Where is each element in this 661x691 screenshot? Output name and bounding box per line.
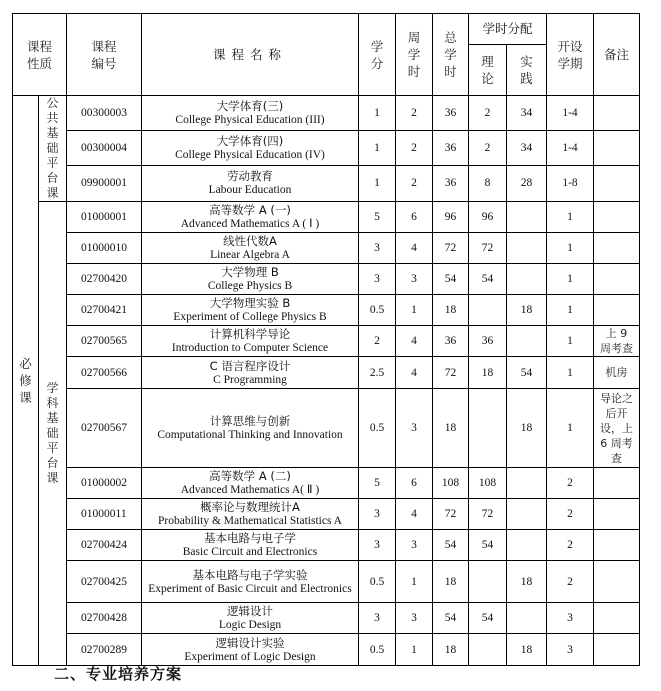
course-credits: 2.5 (359, 357, 396, 389)
course-weekly-hours: 2 (396, 165, 433, 201)
course-name (142, 634, 359, 666)
course-theory-hours: 36 (469, 326, 507, 357)
course-semester: 1 (547, 233, 594, 264)
course-code: 09900001 (67, 165, 142, 201)
course-total-hours: 36 (433, 165, 469, 201)
table-row (13, 530, 640, 561)
course-code: 01000002 (67, 468, 142, 499)
course-remarks (594, 499, 640, 530)
course-name-zh: 高等数学 A (一) (209, 203, 291, 217)
course-name-en: College Physics B (207, 280, 293, 292)
course-practice-hours: 18 (507, 295, 547, 326)
course-semester: 1-4 (547, 96, 594, 131)
course-theory-hours (469, 389, 507, 468)
course-credits: 1 (359, 165, 396, 201)
course-semester: 3 (547, 603, 594, 634)
course-practice-hours (507, 233, 547, 264)
course-remarks (594, 326, 640, 357)
course-code: 02700567 (67, 389, 142, 468)
course-group (39, 202, 67, 666)
course-name-en: College Physical Education (IV) (175, 148, 325, 161)
course-practice-hours (507, 530, 547, 561)
course-theory-hours: 54 (469, 264, 507, 295)
course-name-en: Computational Thinking and Innovation (157, 429, 343, 441)
course-theory-hours: 54 (469, 603, 507, 634)
course-practice-hours (507, 468, 547, 499)
course-weekly-hours: 6 (396, 202, 433, 233)
course-remarks (594, 130, 640, 165)
course-semester: 1 (547, 357, 594, 389)
course-code: 02700565 (67, 326, 142, 357)
course-theory-hours: 8 (469, 165, 507, 201)
course-name-en: Experiment of Logic Design (184, 650, 316, 663)
course-credits: 0.5 (359, 295, 396, 326)
course-weekly-hours: 2 (396, 96, 433, 131)
course-code: 02700421 (67, 295, 142, 326)
course-name-en: Introduction to Computer Science (171, 342, 329, 354)
header-practice: 实践 (507, 45, 547, 96)
course-name (142, 468, 359, 499)
course-theory-hours (469, 634, 507, 666)
course-theory-hours: 72 (469, 233, 507, 264)
course-credits: 3 (359, 233, 396, 264)
course-theory-hours: 18 (469, 357, 507, 389)
course-name-zh: 高等数学 A (二) (209, 469, 291, 483)
course-total-hours: 72 (433, 499, 469, 530)
course-name-en: C Programming (213, 373, 287, 386)
course-code: 00300003 (67, 96, 142, 131)
header-semester: 开设学期 (547, 14, 594, 96)
course-weekly-hours: 4 (396, 499, 433, 530)
course-remarks (594, 295, 640, 326)
course-name (142, 326, 359, 357)
header-name: 课程名称 (142, 14, 359, 96)
course-name-zh: 劳动教育 (227, 169, 273, 184)
course-remarks (594, 468, 640, 499)
course-name-zh: 概率论与数理统计A (200, 500, 300, 514)
course-remarks (594, 530, 640, 561)
course-weekly-hours: 3 (396, 264, 433, 295)
course-name (142, 202, 359, 233)
course-credits: 0.5 (359, 634, 396, 666)
course-name-zh: 大学体育(四) (216, 133, 284, 148)
course-semester: 1-4 (547, 130, 594, 165)
course-practice-hours: 18 (507, 634, 547, 666)
course-weekly-hours: 6 (396, 468, 433, 499)
course-remarks (594, 165, 640, 201)
course-practice-hours: 18 (507, 389, 547, 468)
course-name (142, 264, 359, 295)
course-total-hours: 18 (433, 295, 469, 326)
table-row (13, 130, 640, 165)
course-total-hours: 54 (433, 603, 469, 634)
course-name-en: Experiment of Basic Circuit and Electronics (148, 582, 352, 595)
course-semester: 1 (547, 295, 594, 326)
course-category (13, 96, 39, 666)
course-semester: 2 (547, 530, 594, 561)
course-name-zh: 大学物理实验 B (209, 296, 291, 310)
course-weekly-hours: 2 (396, 130, 433, 165)
course-total-hours: 36 (433, 326, 469, 357)
course-total-hours: 18 (433, 561, 469, 603)
course-name (142, 561, 359, 603)
course-name (142, 389, 359, 468)
course-name-en: Advanced Mathematics A( Ⅱ ) (180, 484, 320, 496)
course-semester: 2 (547, 468, 594, 499)
course-theory-hours: 2 (469, 130, 507, 165)
course-group-label: 学科基础平台课 (46, 381, 59, 485)
course-semester: 1-8 (547, 165, 594, 201)
course-weekly-hours: 3 (396, 389, 433, 468)
header-weekly-hours: 周学时 (396, 14, 433, 96)
course-practice-hours (507, 603, 547, 634)
course-weekly-hours: 4 (396, 357, 433, 389)
course-name-zh: 逻辑设计实验 (215, 635, 285, 650)
course-code: 01000010 (67, 233, 142, 264)
table-row (13, 96, 640, 131)
course-name-zh: 线性代数A (223, 234, 277, 248)
course-theory-hours: 2 (469, 96, 507, 131)
course-remarks (594, 634, 640, 666)
course-code: 00300004 (67, 130, 142, 165)
course-name-zh: 计算思维与创新 (209, 414, 291, 428)
course-semester: 3 (547, 634, 594, 666)
course-practice-hours: 18 (507, 561, 547, 603)
table-row (13, 295, 640, 326)
course-weekly-hours: 4 (396, 233, 433, 264)
table-row (13, 561, 640, 603)
course-weekly-hours: 4 (396, 326, 433, 357)
course-name-zh: 大学体育(三) (216, 98, 284, 113)
course-theory-hours: 72 (469, 499, 507, 530)
header-remarks: 备注 (594, 14, 640, 96)
course-remarks (594, 561, 640, 603)
course-credits: 1 (359, 130, 396, 165)
course-name-en: Linear Algebra A (210, 249, 290, 261)
course-total-hours: 54 (433, 264, 469, 295)
course-practice-hours: 54 (507, 357, 547, 389)
course-weekly-hours: 1 (396, 295, 433, 326)
course-weekly-hours: 3 (396, 603, 433, 634)
course-code: 02700428 (67, 603, 142, 634)
course-credits: 3 (359, 264, 396, 295)
course-total-hours: 18 (433, 634, 469, 666)
course-semester: 1 (547, 389, 594, 468)
course-theory-hours: 54 (469, 530, 507, 561)
table-row (13, 499, 640, 530)
course-name (142, 233, 359, 264)
course-weekly-hours: 3 (396, 530, 433, 561)
header-credits: 学分 (359, 14, 396, 96)
course-credits: 3 (359, 499, 396, 530)
course-practice-hours (507, 264, 547, 295)
course-theory-hours (469, 295, 507, 326)
course-name-zh: 计算机科学导论 (209, 327, 291, 341)
course-name (142, 357, 359, 389)
course-code: 02700289 (67, 634, 142, 666)
course-credits: 3 (359, 603, 396, 634)
course-practice-hours (507, 499, 547, 530)
course-practice-hours: 34 (507, 130, 547, 165)
course-remarks (594, 603, 640, 634)
header-hour-distribution: 学时分配 (469, 14, 547, 45)
table-row (13, 389, 640, 468)
course-remarks (594, 264, 640, 295)
course-total-hours: 72 (433, 357, 469, 389)
course-remarks (594, 357, 640, 389)
course-name (142, 165, 359, 201)
section-heading: 二、专业培养方案 (54, 665, 183, 683)
remarks-text: 机房 (605, 366, 628, 379)
course-remarks (594, 202, 640, 233)
course-name (142, 130, 359, 165)
course-practice-hours (507, 202, 547, 233)
table-row (13, 233, 640, 264)
course-semester: 2 (547, 499, 594, 530)
course-semester: 1 (547, 202, 594, 233)
header-code: 课程编号 (67, 14, 142, 96)
course-practice-hours (507, 326, 547, 357)
remarks-text: 上 9 周考查 (600, 327, 634, 355)
table-body (13, 96, 640, 666)
course-code: 02700425 (67, 561, 142, 603)
course-name (142, 295, 359, 326)
course-weekly-hours: 1 (396, 561, 433, 603)
course-remarks (594, 96, 640, 131)
remarks-text: 导论之后开设，上 6 周考查 (600, 391, 634, 465)
course-code: 02700566 (67, 357, 142, 389)
header-theory: 理论 (469, 45, 507, 96)
course-name-zh: 基本电路与电子学 (204, 531, 296, 545)
course-practice-hours: 28 (507, 165, 547, 201)
course-credits: 0.5 (359, 389, 396, 468)
course-code: 01000001 (67, 202, 142, 233)
course-total-hours: 36 (433, 96, 469, 131)
course-name (142, 530, 359, 561)
table-row (13, 264, 640, 295)
course-total-hours: 54 (433, 530, 469, 561)
course-credits: 2 (359, 326, 396, 357)
course-code: 02700420 (67, 264, 142, 295)
table-row (13, 357, 640, 389)
course-total-hours: 72 (433, 233, 469, 264)
course-group-label: 公共基础平台课 (46, 96, 59, 200)
course-total-hours: 18 (433, 389, 469, 468)
course-practice-hours: 34 (507, 96, 547, 131)
course-credits: 5 (359, 468, 396, 499)
table-header (13, 14, 640, 96)
course-category-label: 必修课 (19, 356, 32, 405)
course-total-hours: 108 (433, 468, 469, 499)
table-row (13, 165, 640, 201)
course-name (142, 603, 359, 634)
course-group (39, 96, 67, 202)
course-code: 01000011 (67, 499, 142, 530)
course-remarks (594, 389, 640, 468)
table-row (13, 468, 640, 499)
table-row (13, 202, 640, 233)
course-theory-hours: 96 (469, 202, 507, 233)
header-total-hours: 总学时 (433, 14, 469, 96)
course-name-zh: 逻辑设计 (227, 604, 273, 618)
course-semester: 1 (547, 264, 594, 295)
course-name (142, 499, 359, 530)
course-theory-hours: 108 (469, 468, 507, 499)
course-semester: 1 (547, 326, 594, 357)
table-row (13, 326, 640, 357)
course-theory-hours (469, 561, 507, 603)
header-nature: 课程性质 (13, 14, 67, 96)
course-name-en: Logic Design (218, 619, 282, 631)
course-credits: 1 (359, 96, 396, 131)
course-credits: 3 (359, 530, 396, 561)
course-name-zh: C 语言程序设计 (209, 358, 291, 373)
course-total-hours: 36 (433, 130, 469, 165)
table-row (13, 603, 640, 634)
course-name-en: Advanced Mathematics A ( Ⅰ ) (180, 218, 320, 230)
course-name-en: Basic Circuit and Electronics (182, 546, 318, 558)
course-name-zh: 基本电路与电子学实验 (192, 567, 308, 582)
course-credits: 5 (359, 202, 396, 233)
course-total-hours: 96 (433, 202, 469, 233)
course-name-en: Probability & Mathematical Statistics A (158, 515, 342, 527)
course-weekly-hours: 1 (396, 634, 433, 666)
curriculum-table (12, 13, 640, 666)
course-name-en: Experiment of College Physics B (173, 311, 327, 323)
course-remarks (594, 233, 640, 264)
course-name-en: Labour Education (208, 184, 292, 197)
table-row (13, 634, 640, 666)
course-code: 02700424 (67, 530, 142, 561)
course-semester: 2 (547, 561, 594, 603)
course-credits: 0.5 (359, 561, 396, 603)
course-name-zh: 大学物理 B (221, 265, 279, 279)
course-name (142, 96, 359, 131)
course-name-en: College Physical Education (III) (175, 113, 325, 126)
